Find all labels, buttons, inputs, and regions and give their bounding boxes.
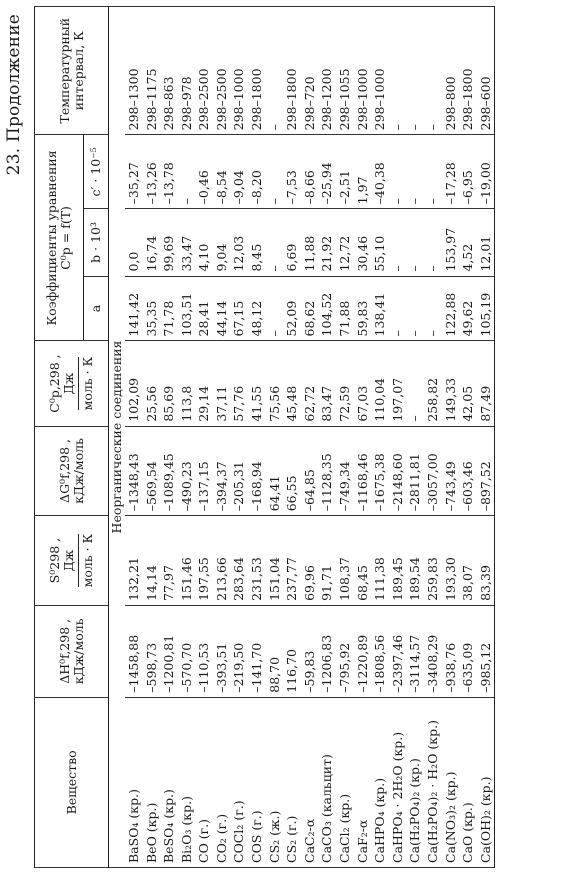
coef-a-cell: – [424,276,442,341]
heat-capacity-cell: 25,56 [143,341,161,426]
gibbs-cell: –205,31 [231,426,249,516]
gibbs-cell: –569,54 [143,426,161,516]
enthalpy-cell: –570,70 [178,605,196,697]
coef-c-cell: –35,27 [125,135,143,209]
temp-range-cell: – [407,7,425,135]
substance-cell: BaSO₄ (кр.) [125,697,143,867]
coef-b-cell: 12,72 [336,209,354,276]
heat-capacity-cell: 62,72 [301,341,319,426]
coef-c-cell: –19,00 [477,135,495,209]
gibbs-cell: –897,52 [477,426,495,516]
coef-c-cell: –25,94 [319,135,337,209]
coef-a-cell: 49,62 [459,276,477,341]
coef-a-cell: 67,15 [231,276,249,341]
header-cp-unit-den: моль · К [79,356,95,411]
coef-a-cell: 28,41 [195,276,213,341]
header-substance: Вещество [35,697,109,867]
coef-c-cell: – [407,135,425,209]
coef-a-cell: 59,83 [354,276,372,341]
table-header [35,7,109,868]
header-heat-capacity [35,341,109,426]
coef-b-cell: – [389,209,407,276]
substance-cell: CaF₂-α [354,697,372,867]
header-entropy-unit-num: Дж [62,534,79,588]
temp-range-cell: 298–1000 [354,7,372,135]
enthalpy-cell: –3408,29 [424,605,442,697]
header-coef-equation: C⁰p = f(T) [58,206,73,270]
enthalpy-cell: –795,92 [336,605,354,697]
substance-cell: CO (г.) [195,697,213,867]
entropy-cell: 77,97 [160,516,178,606]
enthalpy-cell: –1458,88 [125,605,143,697]
coef-a-cell: – [389,276,407,341]
coef-c-cell: –8,20 [248,135,266,209]
enthalpy-cell: 116,70 [283,605,301,697]
table-row [407,7,425,868]
header-coefficients [35,135,84,341]
entropy-cell: 237,77 [283,516,301,606]
entropy-cell: 259,83 [424,516,442,606]
coef-c-cell: – [266,135,284,209]
coef-c-cell: –13,26 [143,135,161,209]
enthalpy-cell: –1200,81 [160,605,178,697]
coef-b-cell: 16,74 [143,209,161,276]
coef-a-cell: 48,12 [248,276,266,341]
coef-a-cell: 52,09 [283,276,301,341]
enthalpy-cell: –1220,89 [354,605,372,697]
gibbs-cell: 66,55 [283,426,301,516]
temp-range-cell: 298–1000 [371,7,389,135]
gibbs-cell: –2148,60 [389,426,407,516]
coef-b-cell: 12,01 [477,209,495,276]
section-row [109,7,126,868]
heat-capacity-cell: 113,8 [178,341,196,426]
enthalpy-cell: –2397,46 [389,605,407,697]
entropy-cell: 151,04 [266,516,284,606]
coef-c-cell: –8,54 [213,135,231,209]
gibbs-cell: –490,23 [178,426,196,516]
table-row [371,7,389,868]
table-caption: 23. Продолжение [4,14,24,176]
enthalpy-cell: –1206,83 [319,605,337,697]
substance-cell: Ca(OH)₂ (кр.) [477,697,495,867]
table-row [143,7,161,868]
coef-c-cell: –17,28 [442,135,460,209]
coef-c-cell: –8,66 [301,135,319,209]
temp-range-cell: 298–1300 [125,7,143,135]
temp-range-cell: 298–2500 [213,7,231,135]
header-cp-label: C⁰p,298 , [47,354,63,413]
enthalpy-cell: –59,83 [301,605,319,697]
coef-b-cell: 11,88 [301,209,319,276]
coef-c-cell: – [424,135,442,209]
table-row [178,7,196,868]
entropy-cell: 189,54 [407,516,425,606]
coef-b-cell: 30,46 [354,209,372,276]
gibbs-cell: –1128,35 [319,426,337,516]
entropy-cell: 108,37 [336,516,354,606]
gibbs-cell: –1168,46 [354,426,372,516]
coef-a-cell: 138,41 [371,276,389,341]
enthalpy-cell: –110,53 [195,605,213,697]
coef-b-cell: 21,92 [319,209,337,276]
temp-range-cell: 298–800 [442,7,460,135]
heat-capacity-cell: 197,07 [389,341,407,426]
coef-b-cell: 153,97 [442,209,460,276]
table-row [231,7,249,868]
entropy-cell: 69,96 [301,516,319,606]
entropy-cell: 111,38 [371,516,389,606]
coef-a-cell: – [407,276,425,341]
temp-range-cell: 298–720 [301,7,319,135]
entropy-cell: 68,45 [354,516,372,606]
coef-a-cell: 122,88 [442,276,460,341]
header-gibbs-label: ΔG⁰f,298 , [56,438,72,503]
coef-b-cell: 0,0 [125,209,143,276]
table-row [195,7,213,868]
coef-b-cell: 4,52 [459,209,477,276]
coef-b-cell: 99,69 [160,209,178,276]
coef-c-cell: –0,46 [195,135,213,209]
substance-cell: CaHPO₄ · 2H₂O (кр.) [389,697,407,867]
header-temp-line2: интервал, К [70,31,86,111]
table-row [389,7,407,868]
substance-cell: BeO (кр.) [143,697,161,867]
table-row [283,7,301,868]
entropy-cell: 132,21 [125,516,143,606]
temp-range-cell: 298–1200 [319,7,337,135]
table-row [424,7,442,868]
temp-range-cell: 298–1800 [283,7,301,135]
table-row [125,7,143,868]
heat-capacity-cell: 83,47 [319,341,337,426]
temp-range-cell: 298–1000 [231,7,249,135]
coef-c-cell: –6,95 [459,135,477,209]
header-gibbs [35,426,109,516]
heat-capacity-cell: – [407,341,425,426]
header-entropy-label: S⁰298 , [47,537,63,584]
heat-capacity-cell: 85,69 [160,341,178,426]
section-title: Неорганические соединения [109,7,126,868]
entropy-cell: 151,46 [178,516,196,606]
header-coef-a: a [84,276,109,341]
coef-c-cell: –2,51 [336,135,354,209]
temp-range-cell: – [389,7,407,135]
entropy-cell: 193,30 [442,516,460,606]
coef-a-cell: 44,14 [213,276,231,341]
coef-a-cell: 103,51 [178,276,196,341]
substance-cell: COS (г.) [248,697,266,867]
coef-c-cell: –40,38 [371,135,389,209]
heat-capacity-cell: 37,11 [213,341,231,426]
gibbs-cell: –743,49 [442,426,460,516]
gibbs-cell: –1675,38 [371,426,389,516]
coef-a-cell: 104,52 [319,276,337,341]
temp-range-cell: 298–1800 [459,7,477,135]
heat-capacity-cell: 45,48 [283,341,301,426]
coef-c-cell: – [178,135,196,209]
enthalpy-cell: –985,12 [477,605,495,697]
gibbs-cell: –1089,45 [160,426,178,516]
header-coef-c: c′ · 10⁻⁵ [84,135,109,209]
entropy-cell: 213,66 [213,516,231,606]
heat-capacity-cell: 149,33 [442,341,460,426]
table-row [213,7,231,868]
header-entropy-unit-den: моль · К [79,533,95,588]
table-row [354,7,372,868]
temp-range-cell: – [266,7,284,135]
table-row [248,7,266,868]
heat-capacity-cell: 75,56 [266,341,284,426]
substance-cell: CaO (кр.) [459,697,477,867]
coef-b-cell: 8,45 [248,209,266,276]
coef-b-cell: – [424,209,442,276]
coef-b-cell: 4,10 [195,209,213,276]
coef-c-cell: –9,04 [231,135,249,209]
coef-c-cell: 1,97 [354,135,372,209]
enthalpy-cell: –219,50 [231,605,249,697]
header-coef-b: b · 10³ [84,209,109,276]
entropy-cell: 189,45 [389,516,407,606]
enthalpy-cell: –1808,56 [371,605,389,697]
heat-capacity-cell: 87,49 [477,341,495,426]
header-coef-title: Коэффициенты уравнения [44,150,60,326]
temp-range-cell: 298–1175 [143,7,161,135]
header-entropy [35,516,109,606]
heat-capacity-cell: 57,76 [231,341,249,426]
heat-capacity-cell: 102,09 [125,341,143,426]
table-row [266,7,284,868]
enthalpy-cell: –393,51 [213,605,231,697]
coef-a-cell: 68,62 [301,276,319,341]
header-entropy-unit [62,534,95,588]
coef-a-cell: 71,78 [160,276,178,341]
substance-cell: CaC₂-α [301,697,319,867]
substance-cell: COCl₂ (г.) [231,697,249,867]
enthalpy-cell: –3114,57 [407,605,425,697]
entropy-cell: 38,07 [459,516,477,606]
heat-capacity-cell: 42,05 [459,341,477,426]
header-enthalpy-unit: кДж/моль [70,618,86,685]
substance-cell: CS₂ (г.) [283,697,301,867]
gibbs-cell: –749,34 [336,426,354,516]
header-cp-unit-num: Дж [62,357,79,411]
table-row [301,7,319,868]
substance-cell: CO₂ (г.) [213,697,231,867]
coef-a-cell: 141,42 [125,276,143,341]
entropy-cell: 231,53 [248,516,266,606]
coef-c-cell: – [389,135,407,209]
heat-capacity-cell: 29,14 [195,341,213,426]
coef-b-cell: 33,47 [178,209,196,276]
gibbs-cell: –1348,43 [125,426,143,516]
coef-b-cell: 6,69 [283,209,301,276]
entropy-cell: 14,14 [143,516,161,606]
temp-range-cell: 298–1055 [336,7,354,135]
gibbs-cell: –137,15 [195,426,213,516]
gibbs-cell: –64,85 [301,426,319,516]
enthalpy-cell: –635,09 [459,605,477,697]
entropy-cell: 91,71 [319,516,337,606]
entropy-cell: 283,64 [231,516,249,606]
table-row [160,7,178,868]
gibbs-cell: –2811,81 [407,426,425,516]
gibbs-cell: –603,46 [459,426,477,516]
coef-c-cell: –13,78 [160,135,178,209]
coef-b-cell: 12,03 [231,209,249,276]
gibbs-cell: –168,94 [248,426,266,516]
enthalpy-cell: –938,76 [442,605,460,697]
coef-b-cell: – [407,209,425,276]
heat-capacity-cell: 72,59 [336,341,354,426]
thermo-table [34,6,495,868]
coef-b-cell: 55,10 [371,209,389,276]
coef-a-cell: 71,88 [336,276,354,341]
header-enthalpy-label: ΔH⁰f,298 , [56,618,72,684]
header-gibbs-unit: кДж/моль [70,438,86,504]
substance-cell: Bi₂O₃ (кр.) [178,697,196,867]
gibbs-cell: 64,41 [266,426,284,516]
coef-b-cell: – [266,209,284,276]
heat-capacity-cell: 110,04 [371,341,389,426]
coef-c-cell: –7,53 [283,135,301,209]
table-row [336,7,354,868]
coef-a-cell: 35,35 [143,276,161,341]
table-row [442,7,460,868]
header-enthalpy [35,605,109,697]
coef-a-cell: – [266,276,284,341]
temp-range-cell: 298–978 [178,7,196,135]
temp-range-cell: 298–1800 [248,7,266,135]
entropy-cell: 197,55 [195,516,213,606]
temp-range-cell: 298–2500 [195,7,213,135]
header-cp-unit [62,357,95,411]
temp-range-cell: 298–863 [160,7,178,135]
temp-range-cell: – [424,7,442,135]
enthalpy-cell: 88,70 [266,605,284,697]
heat-capacity-cell: 41,55 [248,341,266,426]
substance-cell: CaCl₂ (кр.) [336,697,354,867]
table-body [109,7,495,868]
table-row [477,7,495,868]
substance-cell: Ca(H₂PO₄)₂ · H₂O (кр.) [424,697,442,867]
enthalpy-cell: –598,73 [143,605,161,697]
substance-cell: CaCO₃ (кальцит) [319,697,337,867]
substance-cell: Ca(NO₃)₂ (кр.) [442,697,460,867]
header-temp-line1: Температурный [56,17,72,124]
coef-a-cell: 105,19 [477,276,495,341]
enthalpy-cell: –141,70 [248,605,266,697]
gibbs-cell: –3057,00 [424,426,442,516]
header-temperature [35,7,109,135]
entropy-cell: 83,39 [477,516,495,606]
heat-capacity-cell: 258,82 [424,341,442,426]
gibbs-cell: –394,37 [213,426,231,516]
substance-cell: Ca(H₂PO₄)₂ (кр.) [407,697,425,867]
table-row [459,7,477,868]
substance-cell: CS₂ (ж.) [266,697,284,867]
table-row [319,7,337,868]
substance-cell: CaHPO₄ (кр.) [371,697,389,867]
substance-cell: BeSO₄ (кр.) [160,697,178,867]
temp-range-cell: 298–600 [477,7,495,135]
heat-capacity-cell: 67,03 [354,341,372,426]
coef-b-cell: 9,04 [213,209,231,276]
